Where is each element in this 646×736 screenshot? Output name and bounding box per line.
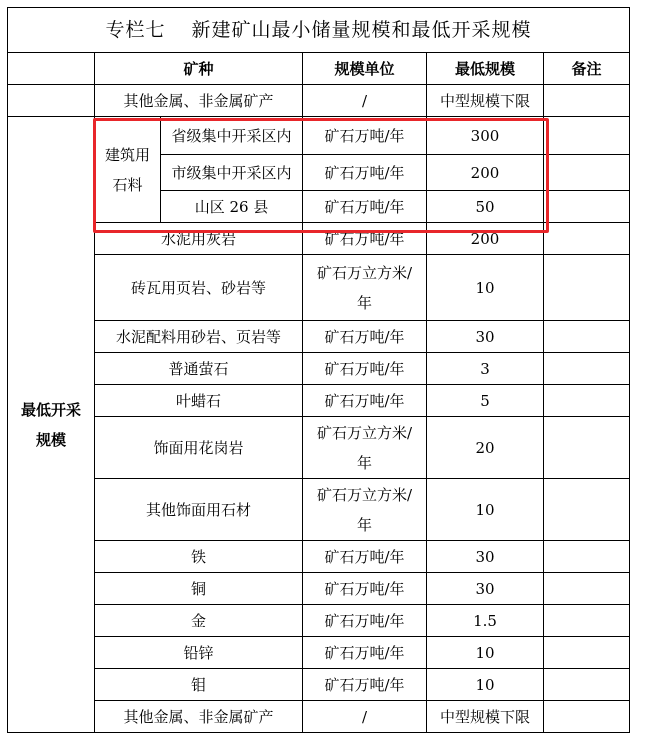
unit-cell: 矿石万吨/年	[303, 117, 427, 155]
mineral-cell: 金	[95, 605, 303, 637]
value-cell: 1.5	[427, 605, 544, 637]
table-row	[8, 479, 630, 541]
mineral-cell: 其他饰面用石材	[95, 479, 303, 541]
remark-cell	[544, 85, 630, 117]
value-cell: 200	[427, 155, 544, 191]
value-cell: 200	[427, 223, 544, 255]
value-cell: 300	[427, 117, 544, 155]
unit-line: 年	[356, 515, 372, 534]
blank-cell	[8, 85, 95, 117]
mineral-cell: 水泥配料用砂岩、页岩等	[95, 321, 303, 353]
table-row	[8, 255, 630, 321]
table-row	[8, 573, 630, 605]
unit-line: 矿石万立方米/	[316, 485, 413, 504]
value-cell: 10	[427, 637, 544, 669]
section-label-cell	[8, 117, 95, 733]
value-cell: 10	[427, 479, 544, 541]
remark-cell	[544, 321, 630, 353]
section-label-line: 规模	[35, 430, 66, 449]
unit-cell	[303, 223, 427, 255]
unit-line: 矿石万立方米/	[316, 423, 413, 442]
unit-cell	[303, 479, 427, 541]
unit-line: /	[361, 707, 368, 726]
value-cell: 5	[427, 385, 544, 417]
table-row	[8, 385, 630, 417]
header-mineral: 矿种	[95, 53, 303, 85]
unit-cell	[303, 321, 427, 353]
unit-line: 矿石万吨/年	[324, 643, 405, 662]
unit-line: 矿石万吨/年	[324, 391, 405, 410]
remark-cell	[544, 541, 630, 573]
remark-cell	[544, 255, 630, 321]
unit-line: 矿石万吨/年	[324, 547, 405, 566]
value-cell: 20	[427, 417, 544, 479]
mineral-cell: 钼	[95, 669, 303, 701]
unit-line: 年	[356, 453, 372, 472]
value-cell: 10	[427, 669, 544, 701]
table-row	[8, 223, 630, 255]
unit-line: 矿石万立方米/	[316, 263, 413, 282]
unit-line: 矿石万吨/年	[324, 579, 405, 598]
mineral-cell: 砖瓦用页岩、砂岩等	[95, 255, 303, 321]
table-row	[8, 701, 630, 733]
table-row	[8, 85, 630, 117]
area-cell: 山区 26 县	[161, 191, 303, 223]
table-body	[8, 8, 630, 733]
table-row	[8, 637, 630, 669]
remark-cell	[544, 573, 630, 605]
remark-cell	[544, 637, 630, 669]
unit-cell	[303, 353, 427, 385]
unit-cell	[303, 701, 427, 733]
unit-cell	[303, 417, 427, 479]
value-cell: 10	[427, 255, 544, 321]
table-title	[8, 8, 630, 53]
title-prefix: 专栏七	[105, 19, 166, 41]
mineral-cell: 其他金属、非金属矿产	[95, 701, 303, 733]
remark-cell	[544, 155, 630, 191]
unit-line: 矿石万吨/年	[324, 359, 405, 378]
remark-cell	[544, 417, 630, 479]
remark-cell	[544, 669, 630, 701]
unit-line: 矿石万吨/年	[324, 229, 405, 248]
remark-cell	[544, 191, 630, 223]
unit-cell: 矿石万吨/年	[303, 155, 427, 191]
value-cell: 30	[427, 541, 544, 573]
page	[7, 7, 630, 733]
building-stone-label-line: 石料	[112, 175, 143, 194]
section-label-line: 最低开采	[20, 400, 81, 419]
unit-cell	[303, 637, 427, 669]
mineral-cell: 普通萤石	[95, 353, 303, 385]
mineral-cell: 铅锌	[95, 637, 303, 669]
value-cell: 3	[427, 353, 544, 385]
table-row	[8, 541, 630, 573]
unit-cell	[303, 385, 427, 417]
header-remark: 备注	[544, 53, 630, 85]
unit-cell	[303, 669, 427, 701]
unit-cell	[303, 541, 427, 573]
remark-cell	[544, 223, 630, 255]
unit-cell: 矿石万吨/年	[303, 191, 427, 223]
table-row	[8, 321, 630, 353]
table-row	[8, 605, 630, 637]
unit-cell: /	[303, 85, 427, 117]
unit-line: 年	[356, 293, 372, 312]
remark-cell	[544, 385, 630, 417]
area-cell: 省级集中开采区内	[161, 117, 303, 155]
building-stone-label-cell	[95, 117, 161, 223]
mineral-cell: 叶蜡石	[95, 385, 303, 417]
remark-cell	[544, 479, 630, 541]
table-row	[8, 117, 630, 155]
table-row	[8, 417, 630, 479]
table-row	[8, 669, 630, 701]
remark-cell	[544, 605, 630, 637]
header-min-scale: 最低规模	[427, 53, 544, 85]
unit-cell	[303, 573, 427, 605]
value-cell: 30	[427, 573, 544, 605]
mineral-cell: 其他金属、非金属矿产	[95, 85, 303, 117]
value-cell: 30	[427, 321, 544, 353]
mineral-cell: 水泥用灰岩	[95, 223, 303, 255]
table-row	[8, 353, 630, 385]
mining-scale-table	[7, 7, 630, 733]
value-cell: 中型规模下限	[427, 701, 544, 733]
remark-cell	[544, 353, 630, 385]
title-row	[8, 8, 630, 53]
unit-line: 矿石万吨/年	[324, 327, 405, 346]
value-cell: 50	[427, 191, 544, 223]
building-stone-label-line: 建筑用	[104, 145, 150, 164]
area-cell: 市级集中开采区内	[161, 155, 303, 191]
value-cell: 中型规模下限	[427, 85, 544, 117]
unit-cell	[303, 605, 427, 637]
remark-cell	[544, 117, 630, 155]
header-row	[8, 53, 630, 85]
mineral-cell: 铜	[95, 573, 303, 605]
remark-cell	[544, 701, 630, 733]
mineral-cell: 饰面用花岗岩	[95, 417, 303, 479]
title-text: 新建矿山最小储量规模和最低开采规模	[191, 19, 532, 41]
mineral-cell: 铁	[95, 541, 303, 573]
unit-line: 矿石万吨/年	[324, 611, 405, 630]
header-blank-cell	[8, 53, 95, 85]
unit-line: 矿石万吨/年	[324, 675, 405, 694]
header-unit: 规模单位	[303, 53, 427, 85]
unit-cell	[303, 255, 427, 321]
